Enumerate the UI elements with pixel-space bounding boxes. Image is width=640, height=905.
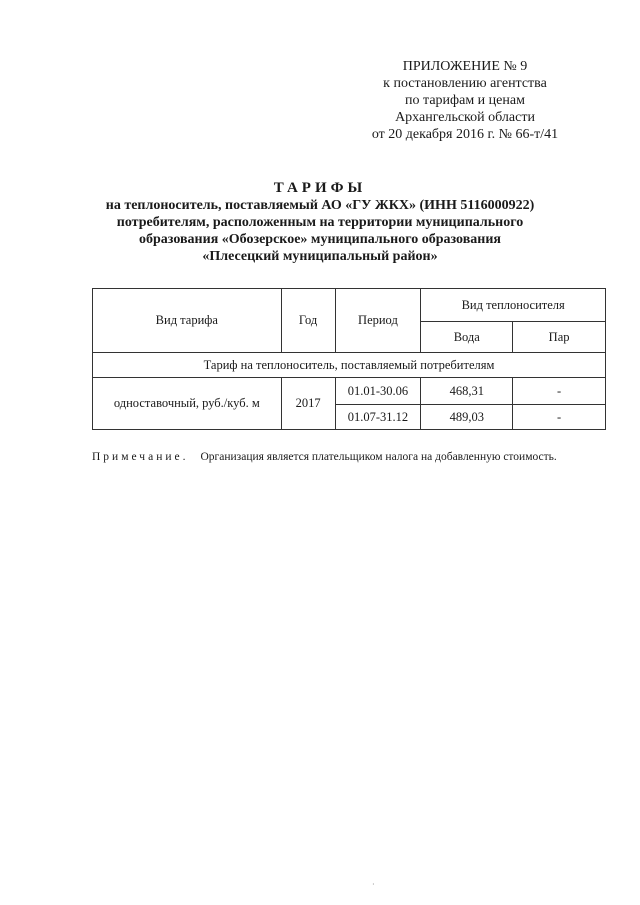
appendix-block — [360, 58, 570, 143]
appendix-line: по тарифам и ценам — [405, 93, 525, 108]
title-line: «Плесецкий муниципальный район» — [202, 249, 438, 264]
appendix-line: к постановлению агентства — [383, 76, 547, 91]
cell-period: 01.01-30.06 — [335, 378, 421, 405]
header-tariff-type: Вид тарифа — [93, 289, 282, 353]
header-year: Год — [281, 289, 335, 353]
footnote-lead: Примечание. — [92, 451, 189, 463]
cell-water: 489,03 — [421, 405, 513, 430]
table-header-row — [93, 289, 606, 322]
cell-period: 01.07-31.12 — [335, 405, 421, 430]
cell-water: 468,31 — [421, 378, 513, 405]
header-steam: Пар — [513, 322, 606, 353]
scan-speck: · — [372, 880, 375, 889]
cell-steam: - — [513, 405, 606, 430]
table-section-row — [93, 353, 606, 378]
title-line: образования «Обозерское» муниципального образования — [139, 232, 501, 247]
appendix-number: ПРИЛОЖЕНИЕ № 9 — [402, 59, 528, 74]
tariff-table — [92, 288, 606, 430]
title-line: потребителям, расположенным на территории муниципального — [116, 215, 524, 230]
section-title: Тариф на теплоноситель, поставляемый потребителям — [93, 353, 606, 378]
table-row — [93, 378, 606, 405]
cell-year: 2017 — [281, 378, 335, 430]
document-title — [60, 180, 580, 265]
cell-tariff-type: одноставочный, руб./куб. м — [93, 378, 282, 430]
header-period: Период — [335, 289, 421, 353]
appendix-date: от 20 декабря 2016 г. № 66-т/41 — [371, 127, 559, 142]
footnote-text: Организация является плательщиком налога на добавленную стоимость. — [200, 451, 557, 463]
cell-steam: - — [513, 378, 606, 405]
footnote — [92, 451, 557, 463]
header-carrier: Вид теплоносителя — [421, 289, 606, 322]
appendix-line: Архангельской области — [395, 110, 535, 125]
title-line: на теплоноситель, поставляемый АО «ГУ ЖКХ» (ИНН 5116000922) — [105, 198, 535, 213]
title-heading: ТАРИФЫ — [273, 180, 367, 196]
header-water: Вода — [421, 322, 513, 353]
